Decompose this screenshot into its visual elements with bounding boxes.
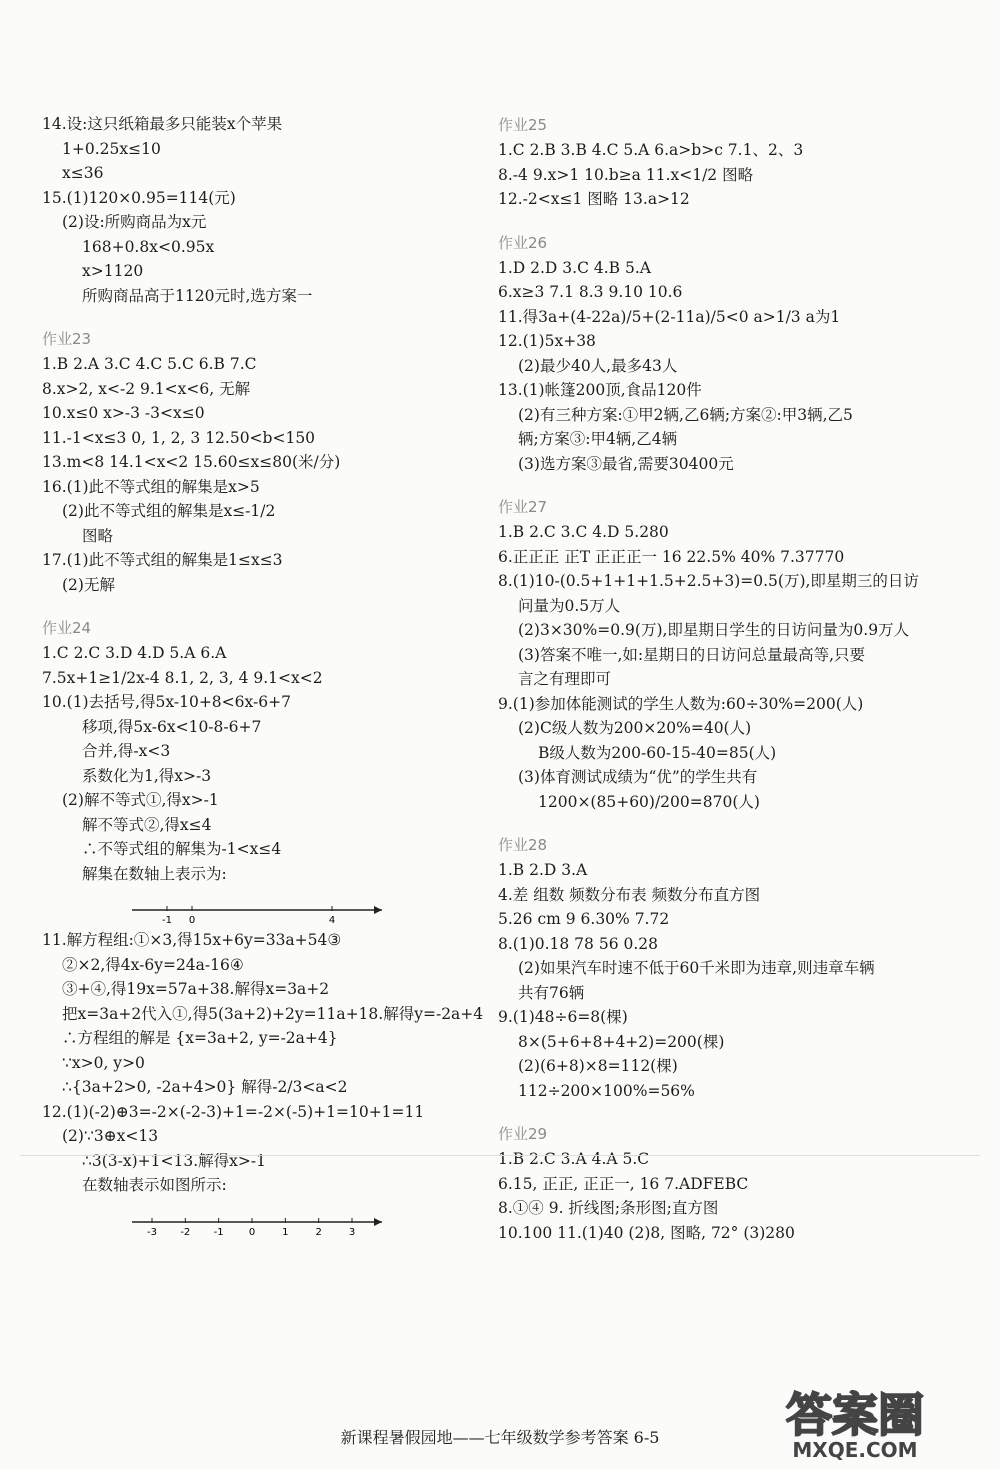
watermark-subtext: MXQE.COM: [792, 1438, 918, 1461]
answer-line: 10.(1)去括号,得5x-10+8<6x-6+7: [42, 693, 291, 711]
answer-line: (2)有三种方案:①甲2辆,乙6辆;方案②:甲3辆,乙5: [518, 405, 853, 424]
number-line-label: 4: [328, 915, 336, 924]
answer-line: ∵x>0, y>0: [62, 1053, 145, 1072]
answer-line: 13.m<8 14.1<x<2 15.60≤x≤80(米/分): [42, 453, 341, 471]
answer-line: 1.B 2.D 3.A: [498, 861, 588, 879]
answer-line: (2)设:所购商品为x元: [62, 213, 207, 231]
number-line-label: 3: [348, 1226, 356, 1236]
answer-line: 11.-1<x≤3 0, 1, 2, 3 12.50<b<150: [42, 428, 316, 447]
answer-line: 1.B 2.C 3.C 4.D 5.280: [498, 523, 669, 541]
answer-line: (2)3×30%=0.9(万),即星期日学生的日访问量为0.9万人: [518, 621, 910, 639]
number-line: [42, 888, 442, 924]
answer-line: 8.(1)0.18 78 56 0.28: [498, 934, 658, 953]
answer-line: 6.正正正 正T 正正正一 16 22.5% 40% 7.37770: [498, 547, 845, 566]
answer-line: 共有76辆: [518, 983, 585, 1002]
answer-line: ②×2,得4x-6y=24a-16④: [62, 955, 244, 974]
number-line-label: 1: [282, 1226, 289, 1236]
answer-line: 112÷200×100%=56%: [518, 1081, 695, 1100]
number-line-label: 0: [188, 915, 196, 924]
answer-line: ∴{3a+2>0, -2a+4>0} 解得-2/3<a<2: [62, 1078, 348, 1096]
answer-line: 解不等式②,得x≤4: [82, 815, 212, 834]
number-line-label: 0: [248, 1226, 256, 1236]
answer-line: (2)∵3⊕x<13: [62, 1127, 159, 1145]
answer-line: 6.x≥3 7.1 8.3 9.10 10.6: [498, 283, 683, 301]
answer-line: 移项,得5x-6x<10-8-6+7: [82, 717, 262, 736]
answer-line: (2)此不等式组的解集是x≤-1/2: [62, 502, 276, 520]
number-line-label: -1: [213, 1226, 224, 1236]
section-heading: 作业26: [498, 233, 548, 252]
answer-line: 在数轴表示如图所示:: [82, 1176, 227, 1194]
answer-line: 所购商品高于1120元时,选方案一: [82, 286, 313, 305]
number-line-label: -2: [180, 1226, 191, 1236]
answer-line: ∴不等式组的解集为-1<x≤4: [82, 840, 282, 858]
answer-line: B级人数为200-60-15-40=85(人): [538, 743, 777, 762]
number-line-label: 2: [315, 1226, 322, 1236]
answer-line: 12.-2<x≤1 图略 13.a>12: [498, 190, 690, 208]
answer-line: (3)体育测试成绩为“优”的学生共有: [518, 768, 758, 786]
number-line-figure: [42, 888, 482, 924]
answer-line: 解集在数轴上表示为:: [82, 864, 227, 883]
number-line-figure: [42, 1200, 482, 1236]
section-heading: 作业23: [42, 330, 92, 348]
answer-line: 7.5x+1≥1/2x-4 8.1, 2, 3, 4 9.1<x<2: [42, 668, 323, 687]
answer-line: ∴方程组的解是 {x=3a+2, y=-2a+4}: [62, 1029, 338, 1047]
answer-line: 15.(1)120×0.95=114(元): [42, 188, 236, 207]
answer-line: 13.(1)帐篷200顶,食品120件: [498, 381, 702, 399]
section-heading: 作业29: [498, 1125, 548, 1143]
watermark-text: 答案圈: [786, 1388, 924, 1442]
answer-line: 合并,得-x<3: [82, 742, 171, 760]
answer-line: (3)选方案③最省,需要30400元: [518, 454, 734, 473]
number-line-arrow: [374, 906, 382, 914]
answer-line: 5.26 cm 9 6.30% 7.72: [498, 910, 670, 928]
answer-line: 1.B 2.C 3.A 4.A 5.C: [498, 1150, 650, 1168]
answer-line: 16.(1)此不等式组的解集是x>5: [42, 477, 260, 496]
answer-line: 9.(1)参加体能测试的学生人数为:60÷30%=200(人): [498, 694, 864, 713]
answer-line: x≤36: [62, 164, 104, 182]
left-column: [42, 112, 482, 1240]
answer-line: 6.15, 正正, 正正一, 16 7.ADFEBC: [498, 1174, 749, 1193]
answer-line: 1.D 2.D 3.C 4.B 5.A: [498, 258, 651, 277]
answer-line: 图略: [82, 526, 114, 545]
answer-line: (2)最少40人,最多43人: [518, 356, 678, 375]
answer-line: 1.C 2.C 3.D 4.D 5.A 6.A: [42, 644, 227, 662]
answer-line: ∴3(3-x)+1<13.解得x>-1: [82, 1151, 266, 1170]
answer-line: 10.x≤0 x>-3 -3<x≤0: [42, 404, 205, 422]
answer-line: 辆;方案③:甲4辆,乙4辆: [518, 430, 678, 448]
answer-line: 1.B 2.A 3.C 4.C 5.C 6.B 7.C: [42, 355, 257, 373]
right-column: [498, 112, 968, 1245]
number-line-label: -1: [162, 915, 172, 924]
answer-line: 168+0.8x<0.95x: [82, 237, 215, 256]
section-heading: 作业24: [42, 619, 92, 637]
section-heading: 作业25: [498, 116, 548, 134]
answer-line: (2)解不等式①,得x>-1: [62, 791, 219, 809]
watermark-logo: [740, 1379, 970, 1461]
answer-line: ③+④,得19x=57a+38.解得x=3a+2: [62, 980, 330, 998]
answer-line: (2)(6+8)×8=112(棵): [518, 1057, 678, 1075]
answer-line: 问量为0.5万人: [518, 596, 621, 615]
number-line: [42, 1200, 442, 1236]
answer-line: 系数化为1,得x>-3: [82, 766, 212, 785]
answer-line: 4.差 组数 频数分布表 频数分布直方图: [498, 885, 761, 904]
answer-line: 1.C 2.B 3.B 4.C 5.A 6.a>b>c 7.1、2、3: [498, 141, 804, 159]
answer-line: 1200×(85+60)/200=870(人): [538, 792, 760, 811]
answer-line: 12.(1)(-2)⊕3=-2×(-2-3)+1=-2×(-5)+1=10+1=11: [42, 1102, 425, 1121]
answer-line: 8.(1)10-(0.5+1+1+1.5+2.5+3)=0.5(万),即星期三的日访: [498, 572, 919, 590]
number-line-label: -3: [147, 1226, 157, 1236]
answer-line: 1+0.25x≤10: [62, 139, 161, 158]
answer-line: 10.100 11.(1)40 (2)8, 图略, 72° (3)280: [498, 1223, 795, 1242]
number-line-arrow: [374, 1218, 382, 1226]
answer-line: 8.-4 9.x>1 10.b≥a 11.x<1/2 图略: [498, 165, 754, 184]
answer-line: 11.解方程组:①×3,得15x+6y=33a+54③: [42, 931, 342, 949]
page-footer: 新课程暑假园地——七年级数学参考答案 6-5: [340, 1428, 660, 1447]
page-divider: [20, 1155, 980, 1156]
answer-line: x>1120: [82, 262, 144, 280]
answer-line: 17.(1)此不等式组的解集是1≤x≤3: [42, 551, 283, 569]
answer-line: 8.①④ 9. 折线图;条形图;直方图: [498, 1199, 719, 1217]
answer-line: 9.(1)48÷6=8(棵): [498, 1008, 628, 1026]
answer-line: (3)答案不唯一,如:星期日的日访问总量最高等,只要: [518, 645, 866, 664]
answer-line: (2)C级人数为200×20%=40(人): [518, 719, 752, 737]
answer-line: 8×(5+6+8+4+2)=200(棵): [518, 1032, 725, 1051]
section-heading: 作业27: [498, 498, 548, 516]
section-heading: 作业28: [498, 836, 548, 854]
answer-line: 言之有理即可: [518, 670, 612, 688]
answer-line: (2)如果汽车时速不低于60千米即为违章,则违章车辆: [518, 959, 875, 977]
answer-line: 12.(1)5x+38: [498, 332, 596, 350]
answer-line: 把x=3a+2代入①,得5(3a+2)+2y=11a+18.解得y=-2a+4: [62, 1004, 484, 1023]
answer-line: (2)无解: [62, 575, 115, 594]
answer-line: 14.设:这只纸箱最多只能装x个苹果: [42, 115, 283, 133]
answer-line: 11.得3a+(4-22a)/5+(2-11a)/5<0 a>1/3 a为1: [498, 307, 841, 326]
answer-line: 8.x>2, x<-2 9.1<x<6, 无解: [42, 379, 251, 398]
